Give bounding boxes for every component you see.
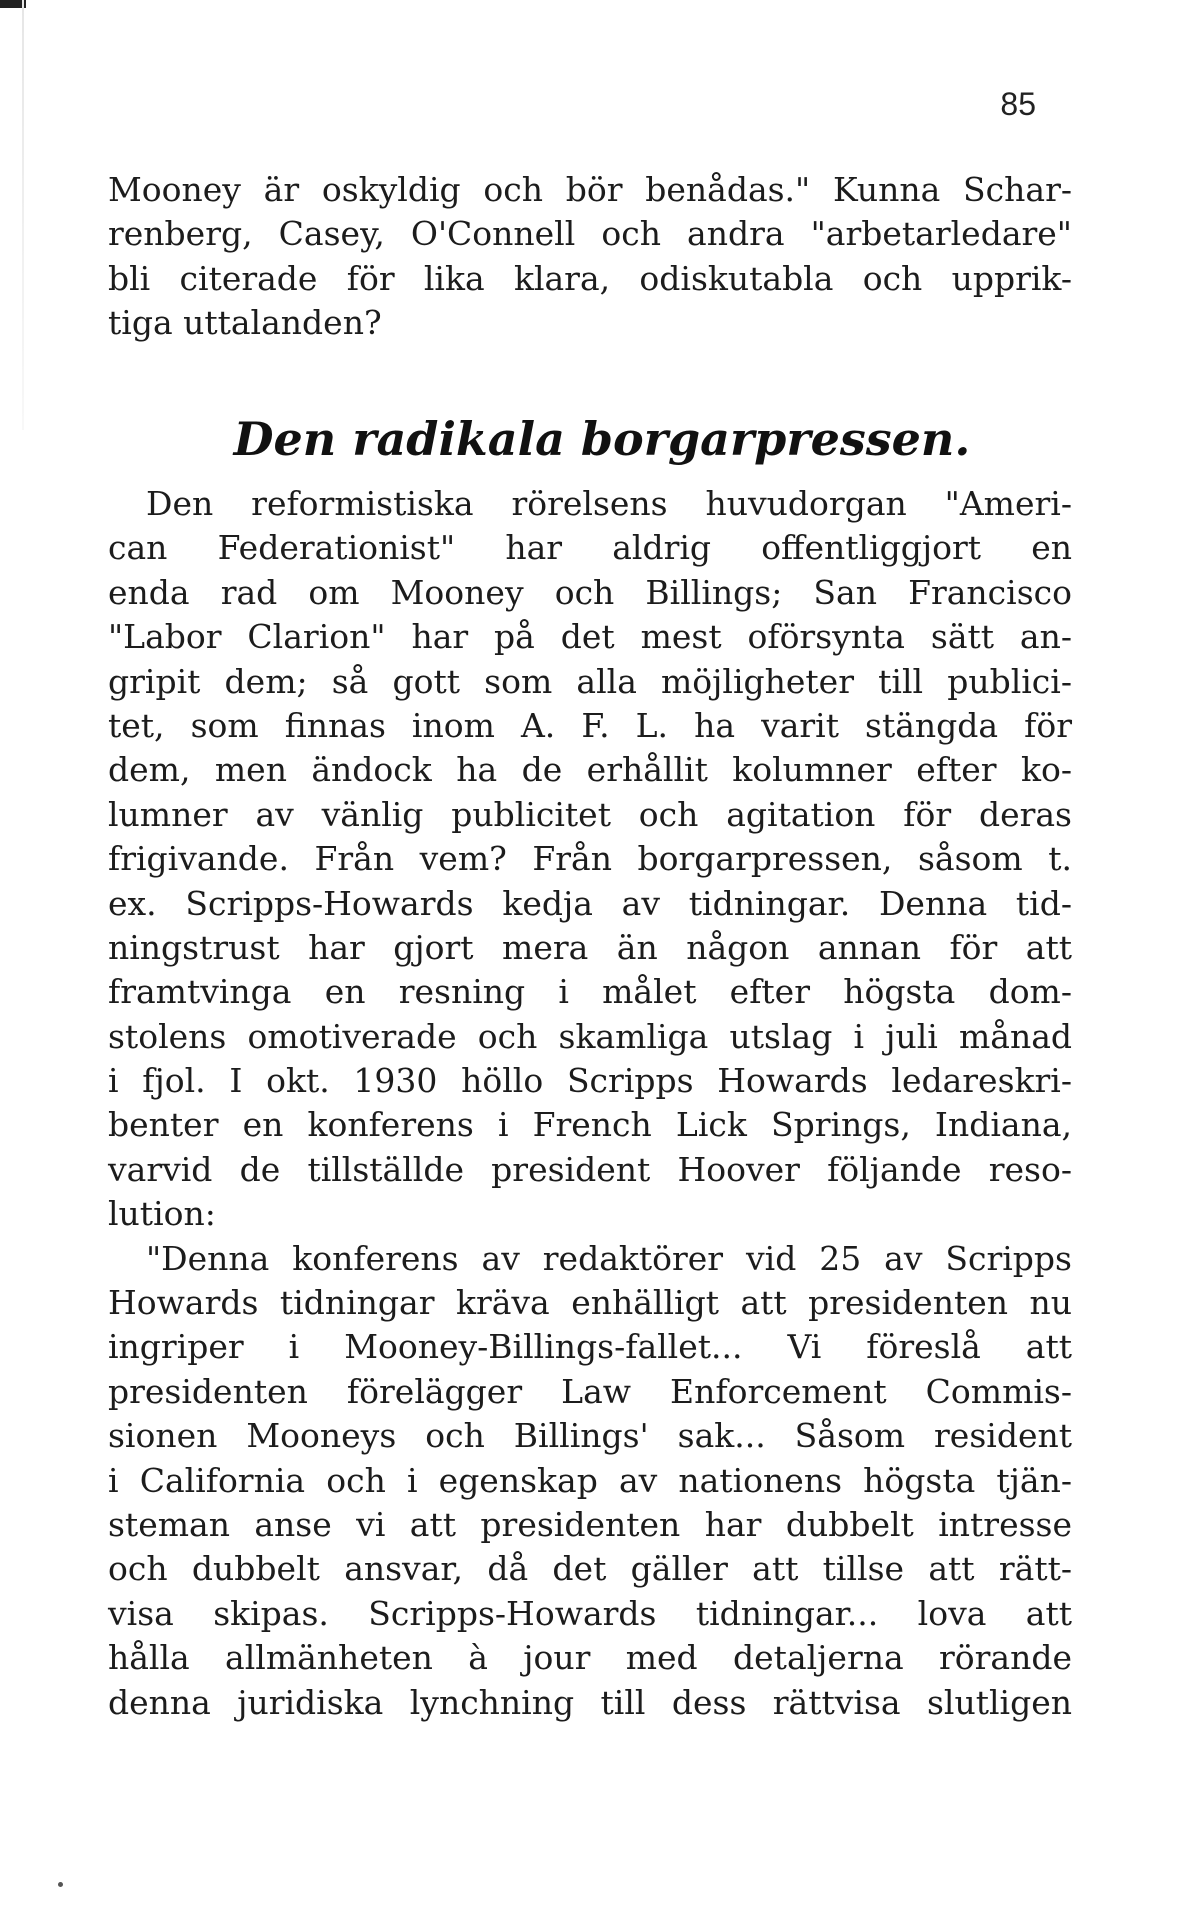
text-line: Mooney är oskyldig och bör benådas." Kunna Schar- — [108, 170, 1072, 209]
text-line: tiga uttalanden? — [108, 303, 382, 343]
text-line: stolens omotiverade och skamliga utslag i juli månad — [108, 1016, 1072, 1056]
text-line: bli citerade för lika klara, odiskutabla och upprik- — [108, 258, 1072, 298]
quote-line: ingriper i Mooney-Billings-fallet... Vi föreslå att — [108, 1327, 1072, 1367]
text-line: frigivande. Från vem? Från borgarpressen, såsom t. — [108, 839, 1072, 879]
quote-line: sionen Mooneys och Billings' sak... Såsom resident — [108, 1416, 1072, 1456]
quote-line: i California och i egenskap av nationens högsta tjän- — [108, 1460, 1072, 1500]
section-heading: Den radikala borgarpressen. — [233, 412, 971, 466]
quote-line: presidenten förelägger Law Enforcement Commis- — [108, 1371, 1072, 1411]
quote-line: hålla allmänheten à jour med detaljerna rörande — [108, 1638, 1072, 1678]
text-line: lution: — [108, 1194, 216, 1234]
quote-line: denna juridiska lynchning till dess rättvisa slutligen — [108, 1682, 1072, 1722]
text-line: ningstrust har gjort mera än någon annan för att — [108, 927, 1072, 967]
text-line: lumner av vänlig publicitet och agitation för deras — [108, 794, 1072, 834]
text-line: renberg, Casey, O'Connell och andra "arbetarledare" — [108, 214, 1072, 254]
text-line: dem, men ändock ha de erhållit kolumner efter ko- — [108, 750, 1072, 790]
text-line: benter en konferens i French Lick Springs, Indiana, — [108, 1105, 1072, 1145]
quote-line: "Denna konferens av redaktörer vid 25 av Scripps — [146, 1238, 1072, 1278]
scan-dust-dot — [58, 1882, 63, 1887]
text-line: enda rad om Mooney och Billings; San Francisco — [108, 572, 1072, 612]
text-line: varvid de tillställde president Hoover följande reso- — [108, 1149, 1072, 1189]
text-line: gripit dem; så gott som alla möjligheter till publici- — [108, 661, 1072, 701]
quote-line: visa skipas. Scripps-Howards tidningar... lova att — [108, 1593, 1072, 1633]
text-line: framtvinga en resning i målet efter högsta dom- — [108, 972, 1072, 1012]
text-line: tet, som finnas inom A. F. L. ha varit stängda för — [108, 705, 1072, 745]
page-number: 85 — [1000, 86, 1036, 122]
text-line: "Labor Clarion" har på det mest oförsynta sätt an- — [108, 617, 1072, 657]
text-line: Den reformistiska rörelsens huvudorgan "Ameri- — [146, 484, 1072, 523]
scan-edge-shadow — [22, 0, 24, 430]
paragraph-intro — [108, 168, 1072, 346]
text-line: ex. Scripps-Howards kedja av tidningar. Denna tid- — [108, 883, 1072, 923]
text-line: i fjol. I okt. 1930 höllo Scripps Howards ledareskri- — [108, 1061, 1072, 1101]
quote-line: Howards tidningar kräva enhälligt att presidenten nu — [108, 1283, 1072, 1323]
paragraph-main — [108, 482, 1072, 1725]
text-line: can Federationist" har aldrig offentliggjort en — [108, 528, 1072, 568]
quote-line: steman anse vi att presidenten har dubbelt intresse — [108, 1504, 1072, 1544]
quote-line: och dubbelt ansvar, då det gäller att tillse att rätt- — [108, 1549, 1072, 1589]
